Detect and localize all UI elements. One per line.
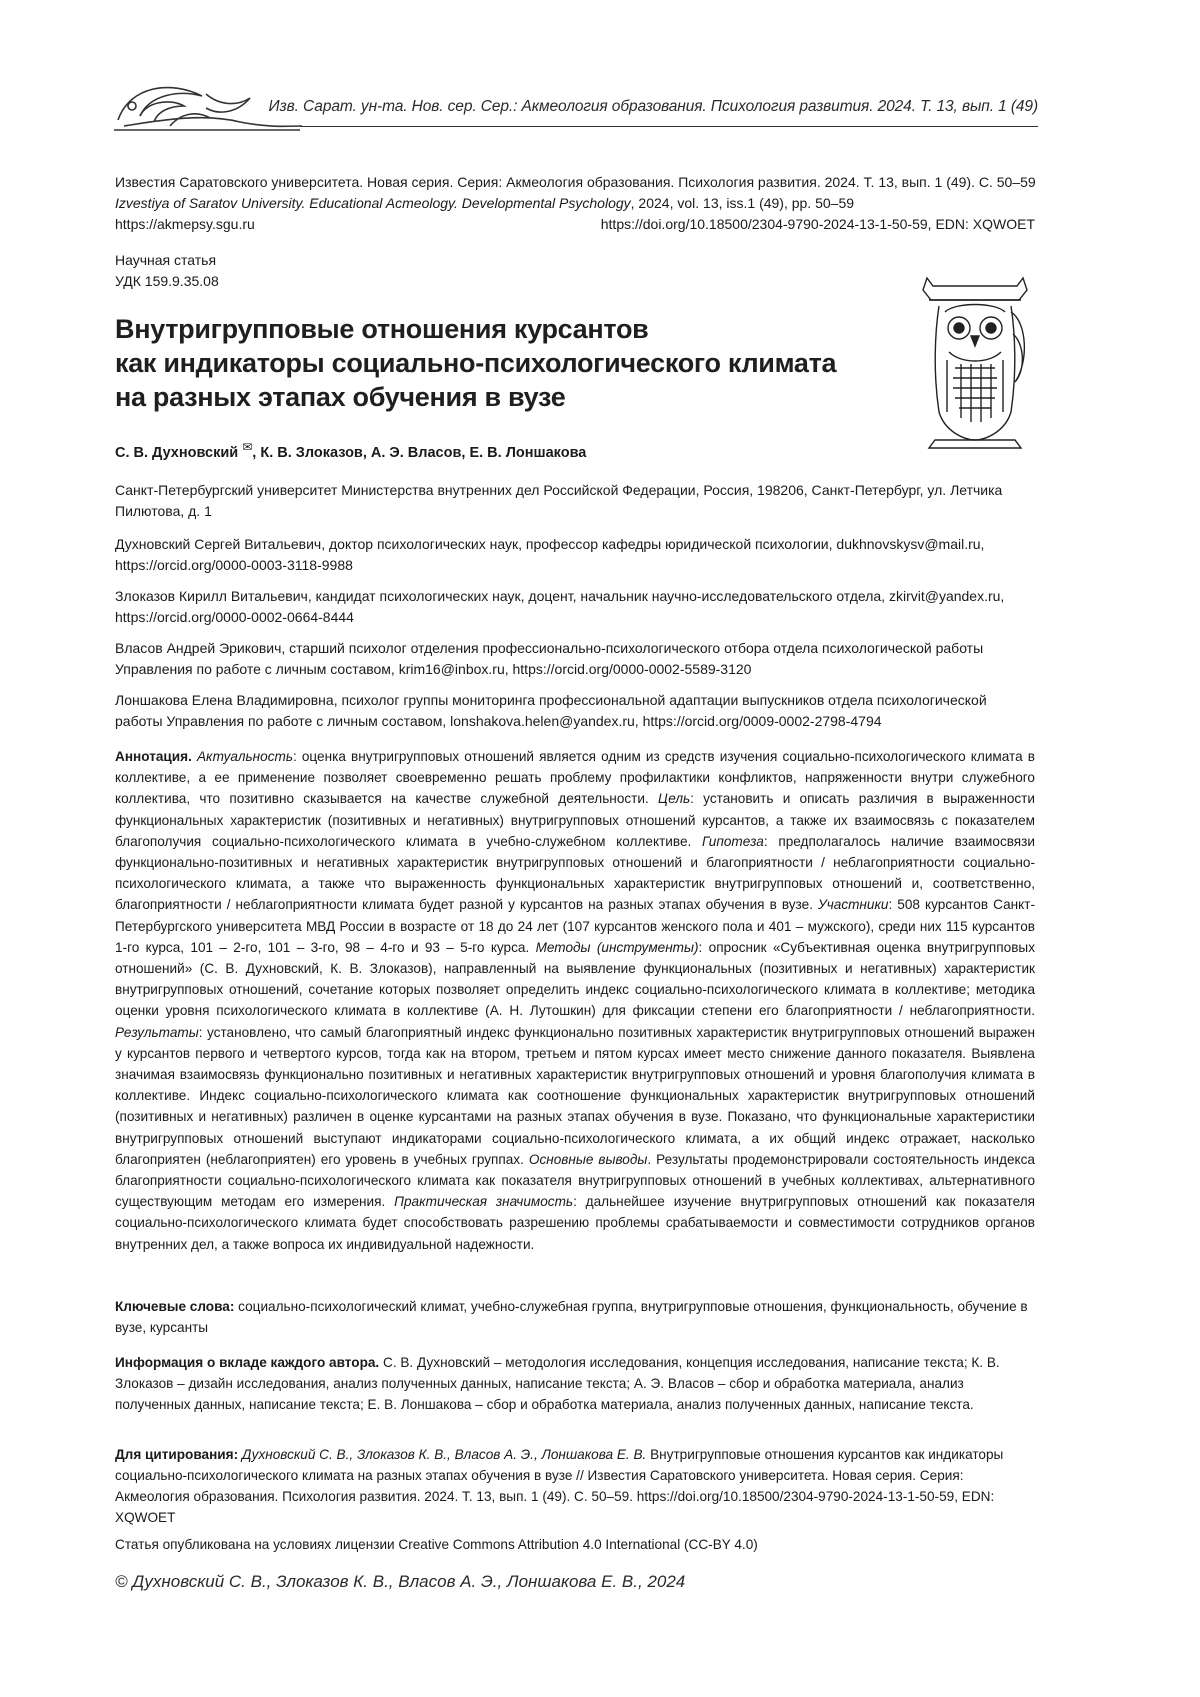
significance-label: Практическая значимость xyxy=(394,1194,573,1209)
ru-citation: Известия Саратовского университета. Новая серия. Серия: Акмеология образования. Психология развития. 2024. Т. 13, вып. 1 (49). С. 50–59 xyxy=(115,172,1035,193)
affiliation: Санкт-Петербургский университет Министерства внутренних дел Российской Федерации, Россия, 198206, Санкт-Петербург, ул. Летчика Пилютова, д. 1 xyxy=(115,480,1035,522)
running-header-text: Изв. Сарат. ун-та. Нов. сер. Сер.: Акмеология образования. Психология развития. 2024. Т. 13, вып. 1 (49) xyxy=(269,98,1038,116)
abstract-label: Аннотация. xyxy=(115,749,192,764)
conclusions-label: Основные выводы xyxy=(529,1152,648,1167)
journal-meta xyxy=(115,172,1035,235)
significance-text: : дальнейшее изучение внутригрупповых отношений как показателя социально-психологического климата будет способствовать разрешению проблемы срабатываемости и совместимости сотрудников органов внутренних дел, а также вопроса их индивидуальной надежности. xyxy=(115,1194,1035,1251)
contribution-text: С. В. Духновский – методология исследования, концепция исследования, написание текста; К. В. Злоказов – дизайн исследования, анализ полученных данных, написание текста; А. Э. Власов – сбор и обработка материала, анализ полученных данных, написание текста; Е. В. Лоншакова – сбор и обработка материала, анализ полученных данных, написание текста. xyxy=(115,1355,1000,1412)
co-authors: , К. В. Злоказов, А. Э. Власов, Е. В. Лоншакова xyxy=(252,445,586,461)
article-page xyxy=(0,0,1200,1697)
participants-text: : 508 курсантов Санкт-Петербургского университета МВД России в возрасте от 18 до 24 лет (107 курсантов женского пола и 401 – мужского), среди них 115 курсантов 1-го курса, 101 – 2-го, 101 – 3-го, 98 – 4-го и 93 – 5-го курса. xyxy=(115,897,1035,954)
relevance-label: Актуальность xyxy=(197,749,293,764)
citation-text: Внутригрупповые отношения курсантов как индикаторы социально-психологического климата на разных этапах обучения в вузе // Известия Саратовского университета. Новая серия. Серия: Акмеология образования. Психология развития. 2024. Т. 13, вып. 1 (49). С. 50–59. https://doi.org/10.18500/2304-9790-2024-13-1-50-59, EDN: XQWOET xyxy=(115,1447,1003,1525)
author-info: Злоказов Кирилл Витальевич, кандидат психологических наук, доцент, начальник научно-исследовательского отдела, zkirvit@yandex.ru, https://orcid.org/0000-0002-0664-8444 xyxy=(115,586,1035,628)
article-title xyxy=(115,312,915,414)
owl-emblem-icon xyxy=(915,272,1035,450)
abstract xyxy=(115,746,1035,1255)
journal-site-link[interactable]: https://akmepsy.sgu.ru xyxy=(115,214,255,235)
en-journal: Izvestiya of Saratov University. Educational Acmeology. Developmental Psychology xyxy=(115,195,631,211)
conclusions-text: . Результаты продемонстрировали состоятельность индекса благоприятности социально-психологического климата как показателя внутригрупповых отношений в учебных коллективах, альтернативного существующим методам его измерения. xyxy=(115,1152,1035,1209)
mail-icon: ✉ xyxy=(242,440,252,454)
methods-label: Методы (инструменты) xyxy=(536,940,699,955)
citation-authors: Духновский С. В., Злоказов К. В., Власов А. Э., Лоншакова Е. В. xyxy=(238,1447,646,1462)
author-info: Власов Андрей Эрикович, старший психолог отделения профессионально-психологического отбора отдела психологической работы Управления по работе с личным составом, krim16@inbox.ru, https://orcid.org/0000-0002-5589-3120 xyxy=(115,638,1035,680)
running-header xyxy=(110,76,1038,136)
authors-line xyxy=(115,440,586,461)
citation xyxy=(115,1444,1035,1528)
license-note: Статья опубликована на условиях лицензии Creative Commons Attribution 4.0 International (CC-BY 4.0) xyxy=(115,1534,1035,1555)
keywords xyxy=(115,1296,1035,1338)
hypothesis-label: Гипотеза xyxy=(702,834,764,849)
author-info: Духновский Сергей Витальевич, доктор психологических наук, профессор кафедры юридической психологии, dukhnovskysv@mail.ru, https://orcid.org/0000-0003-3118-9988 xyxy=(115,534,1035,576)
corresponding-author: С. В. Духновский xyxy=(115,445,238,461)
title-line: как индикаторы социально-психологического климата xyxy=(115,346,915,380)
relevance-text: : оценка внутригрупповых отношений является одним из средств изучения социально-психологического климата в коллективе, а ее применение позволяет своевременно решать проблему профилактики конфликтов, напряженности внутри служебного коллектива, что позитивно сказывается на качестве служебной деятельности. xyxy=(115,749,1035,806)
results-text: : установлено, что самый благоприятный индекс функционально позитивных характеристик внутригрупповых отношений выражен у курсантов первого и четвертого курсов, тогда как на втором, третьем и пятом курсах имеет место снижение данного показателя. Выявлена значимая взаимосвязь функционально позитивных и негативных характеристик внутригрупповых отношений и уровня благополучия климата в коллективе. Индекс социально-психологического климата как соотношение функциональных характеристик внутригрупповых отношений (позитивных и негативных) различен в оценке курсантами на разных этапах обучения в вузе. Показано, что функциональные характеристики внутригрупповых отношений выступают индикаторами социально-психологического климата, а их общий индекс отражает, насколько благоприятен (неблагоприятен) его уровень в учебных группах. xyxy=(115,1025,1035,1167)
participants-label: Участники xyxy=(818,897,888,912)
methods-text: : опросник «Субъективная оценка внутригрупповых отношений» (С. В. Духновский, К. В. Злоказов), направленный на выявление функциональных (позитивных и негативных) характеристик внутригрупповых отношений, сочетание которых позволяет определить индекс социально-психологического климата в коллективе; методика оценки уровня психологического климата в коллективе (А. Н. Лутошкин) для фиксации степени его благоприятности / неблагоприятности. xyxy=(115,940,1035,1019)
title-line: на разных этапах обучения в вузе xyxy=(115,380,915,414)
links-row xyxy=(115,214,1035,235)
goal-text: : установить и описать различия в выраженности функциональных характеристик (позитивных и негативных) внутригрупповых отношений курсантов, а также их взаимосвязь с показателем благополучия социально-психологического климата в учебно-служебном коллективе. xyxy=(115,791,1035,848)
contribution-label: Информация о вкладе каждого автора. xyxy=(115,1355,379,1370)
article-type: Научная статья xyxy=(115,250,219,271)
en-rest: , 2024, vol. 13, iss.1 (49), pp. 50–59 xyxy=(631,195,854,211)
title-line: Внутригрупповые отношения курсантов xyxy=(115,312,915,346)
author-contribution xyxy=(115,1352,1035,1415)
keywords-text: социально-психологический климат, учебно-служебная группа, внутригрупповые отношения, функциональность, обучение в вузе, курсанты xyxy=(115,1299,1028,1335)
results-label: Результаты xyxy=(115,1025,199,1040)
goal-label: Цель xyxy=(658,791,690,806)
doi-link[interactable]: https://doi.org/10.18500/2304-9790-2024-13-1-50-59, EDN: XQWOET xyxy=(601,214,1035,235)
author-info: Лоншакова Елена Владимировна, психолог группы мониторинга профессиональной адаптации выпускников отдела психологической работы Управления по работе с личным составом, lonshakova.helen@yandex.ru, https://orcid.org/0009-0002-2798-4794 xyxy=(115,690,1035,732)
citation-label: Для цитирования: xyxy=(115,1447,238,1462)
header-rule xyxy=(300,126,1038,127)
article-kind xyxy=(115,250,219,292)
en-citation xyxy=(115,193,1035,214)
hypothesis-text: : предполагалось наличие взаимосвязи функционально-позитивных и негативных характеристик внутригрупповых отношений и благоприятности / неблагоприятности социально-психологического климата, а также что выраженность функциональных характеристик внутригрупповых отношений и, соответственно, благоприятности / неблагоприятности климата будет разной у курсантов на разных этапах обучения в вузе. xyxy=(115,834,1035,913)
keywords-label: Ключевые слова: xyxy=(115,1299,234,1314)
udc: УДК 159.9.35.08 xyxy=(115,271,219,292)
copyright: © Духновский С. В., Злоказов К. В., Власов А. Э., Лоншакова Е. В., 2024 xyxy=(115,1572,685,1592)
